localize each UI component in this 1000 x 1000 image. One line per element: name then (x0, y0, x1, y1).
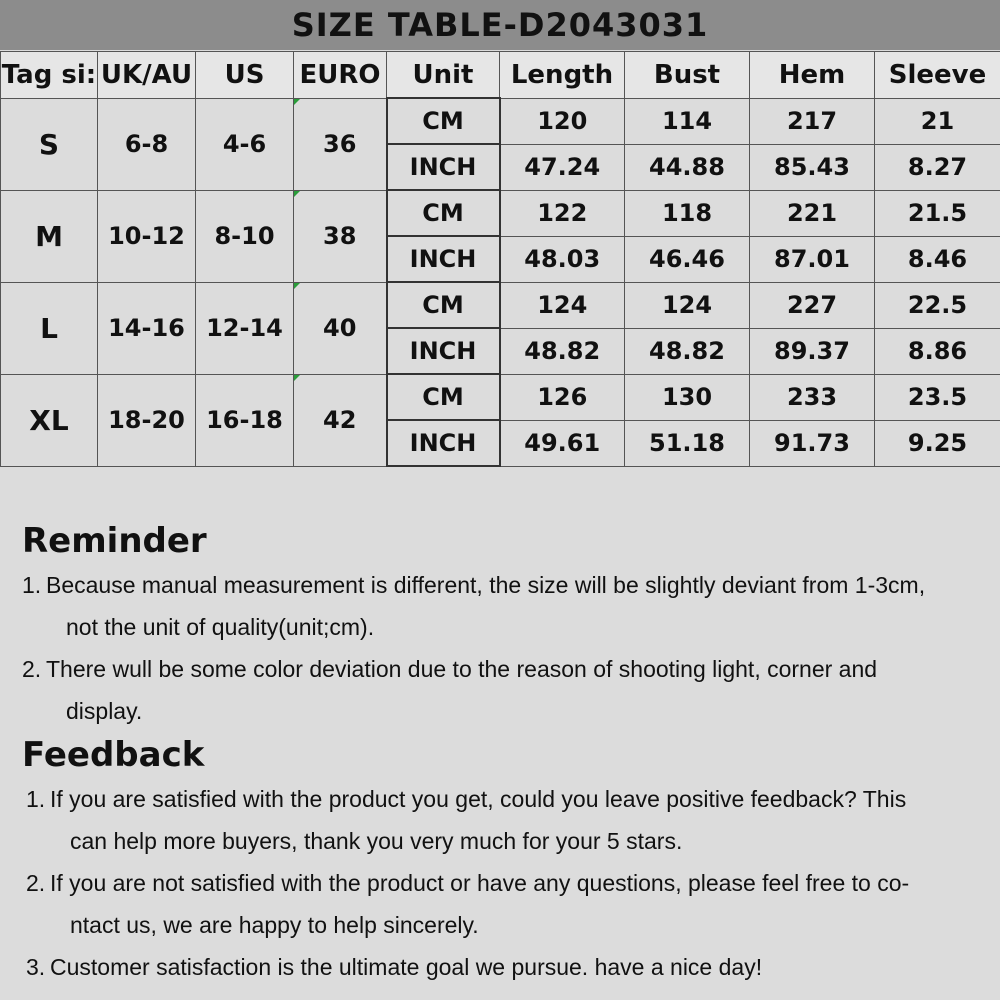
reminder-heading: Reminder (22, 521, 207, 561)
hem-cm: 221 (750, 190, 875, 236)
size-label: XL (1, 374, 98, 466)
header-bust: Bust (625, 52, 750, 99)
euro-size: 40 (294, 282, 387, 374)
item-number: 1. (26, 786, 46, 812)
item-text-line: not the unit of quality(unit;cm). (66, 614, 375, 640)
item-text-line: Because manual measurement is different, the size will be slightly deviant from 1-3cm, (46, 572, 926, 598)
item-text-line: Customer satisfaction is the ultimate goal we pursue. have a nice day! (50, 954, 763, 980)
length-inch: 48.03 (500, 236, 625, 282)
us-size: 12-14 (196, 282, 294, 374)
size-label: M (1, 190, 98, 282)
us-size: 4-6 (196, 98, 294, 190)
header-euro: EURO (294, 52, 387, 99)
bust-inch: 51.18 (625, 420, 750, 466)
bust-inch: 48.82 (625, 328, 750, 374)
sleeve-cm: 22.5 (875, 282, 1000, 328)
item-number: 2. (22, 656, 42, 682)
sleeve-inch: 8.27 (875, 144, 1000, 190)
length-cm: 122 (500, 190, 625, 236)
euro-size: 36 (294, 98, 387, 190)
table-row (1, 374, 1000, 420)
unit-inch: INCH (387, 236, 500, 282)
euro-size: 42 (294, 374, 387, 466)
unit-inch: INCH (387, 144, 500, 190)
item-text-line: can help more buyers, thank you very much for your 5 stars. (70, 828, 683, 854)
feedback-item (26, 778, 994, 862)
feedback-item (26, 946, 994, 988)
notes-section (22, 518, 994, 988)
table-row (1, 190, 1000, 236)
item-text-line: There wull be some color deviation due to the reason of shooting light, corner and (46, 656, 878, 682)
us-size: 8-10 (196, 190, 294, 282)
reminder-item (22, 564, 994, 648)
hem-inch: 85.43 (750, 144, 875, 190)
bust-cm: 130 (625, 374, 750, 420)
uk-au-size: 6-8 (98, 98, 196, 190)
table-row (1, 98, 1000, 144)
item-text-line: ntact us, we are happy to help sincerely. (70, 912, 479, 938)
header-hem: Hem (750, 52, 875, 99)
header-us: US (196, 52, 294, 99)
size-label: S (1, 98, 98, 190)
unit-inch: INCH (387, 328, 500, 374)
feedback-item (26, 862, 994, 946)
header-tag-size: Tag si: (1, 52, 98, 99)
header-length: Length (500, 52, 625, 99)
sleeve-inch: 8.46 (875, 236, 1000, 282)
bust-cm: 118 (625, 190, 750, 236)
hem-inch: 91.73 (750, 420, 875, 466)
unit-cm: CM (387, 190, 500, 236)
item-number: 3. (26, 954, 46, 980)
hem-inch: 89.37 (750, 328, 875, 374)
item-number: 2. (26, 870, 46, 896)
unit-inch: INCH (387, 420, 500, 466)
uk-au-size: 10-12 (98, 190, 196, 282)
feedback-section (22, 732, 994, 988)
table-header-row (1, 52, 1000, 99)
uk-au-size: 14-16 (98, 282, 196, 374)
hem-inch: 87.01 (750, 236, 875, 282)
item-number: 1. (22, 572, 42, 598)
hem-cm: 217 (750, 98, 875, 144)
item-text-line: If you are not satisfied with the product or have any questions, please feel free to co- (50, 870, 910, 896)
item-text-line: display. (66, 698, 143, 724)
sleeve-inch: 9.25 (875, 420, 1000, 466)
unit-cm: CM (387, 98, 500, 144)
header-sleeve: Sleeve (875, 52, 1000, 99)
size-label: L (1, 282, 98, 374)
length-cm: 126 (500, 374, 625, 420)
length-inch: 48.82 (500, 328, 625, 374)
feedback-heading: Feedback (22, 735, 205, 775)
euro-size: 38 (294, 190, 387, 282)
reminder-section (22, 518, 994, 732)
sleeve-inch: 8.86 (875, 328, 1000, 374)
page-title: SIZE TABLE-D2043031 (0, 0, 1000, 50)
length-cm: 120 (500, 98, 625, 144)
length-cm: 124 (500, 282, 625, 328)
bust-inch: 46.46 (625, 236, 750, 282)
item-text-line: If you are satisfied with the product you get, could you leave positive feedback? This (50, 786, 907, 812)
length-inch: 47.24 (500, 144, 625, 190)
unit-cm: CM (387, 374, 500, 420)
bust-cm: 124 (625, 282, 750, 328)
uk-au-size: 18-20 (98, 374, 196, 466)
table-row (1, 282, 1000, 328)
size-table (0, 51, 1000, 467)
hem-cm: 233 (750, 374, 875, 420)
sleeve-cm: 21 (875, 98, 1000, 144)
bust-cm: 114 (625, 98, 750, 144)
sleeve-cm: 23.5 (875, 374, 1000, 420)
header-uk-au: UK/AU (98, 52, 196, 99)
reminder-item (22, 648, 994, 732)
length-inch: 49.61 (500, 420, 625, 466)
bust-inch: 44.88 (625, 144, 750, 190)
sleeve-cm: 21.5 (875, 190, 1000, 236)
hem-cm: 227 (750, 282, 875, 328)
us-size: 16-18 (196, 374, 294, 466)
unit-cm: CM (387, 282, 500, 328)
header-unit: Unit (387, 52, 500, 99)
